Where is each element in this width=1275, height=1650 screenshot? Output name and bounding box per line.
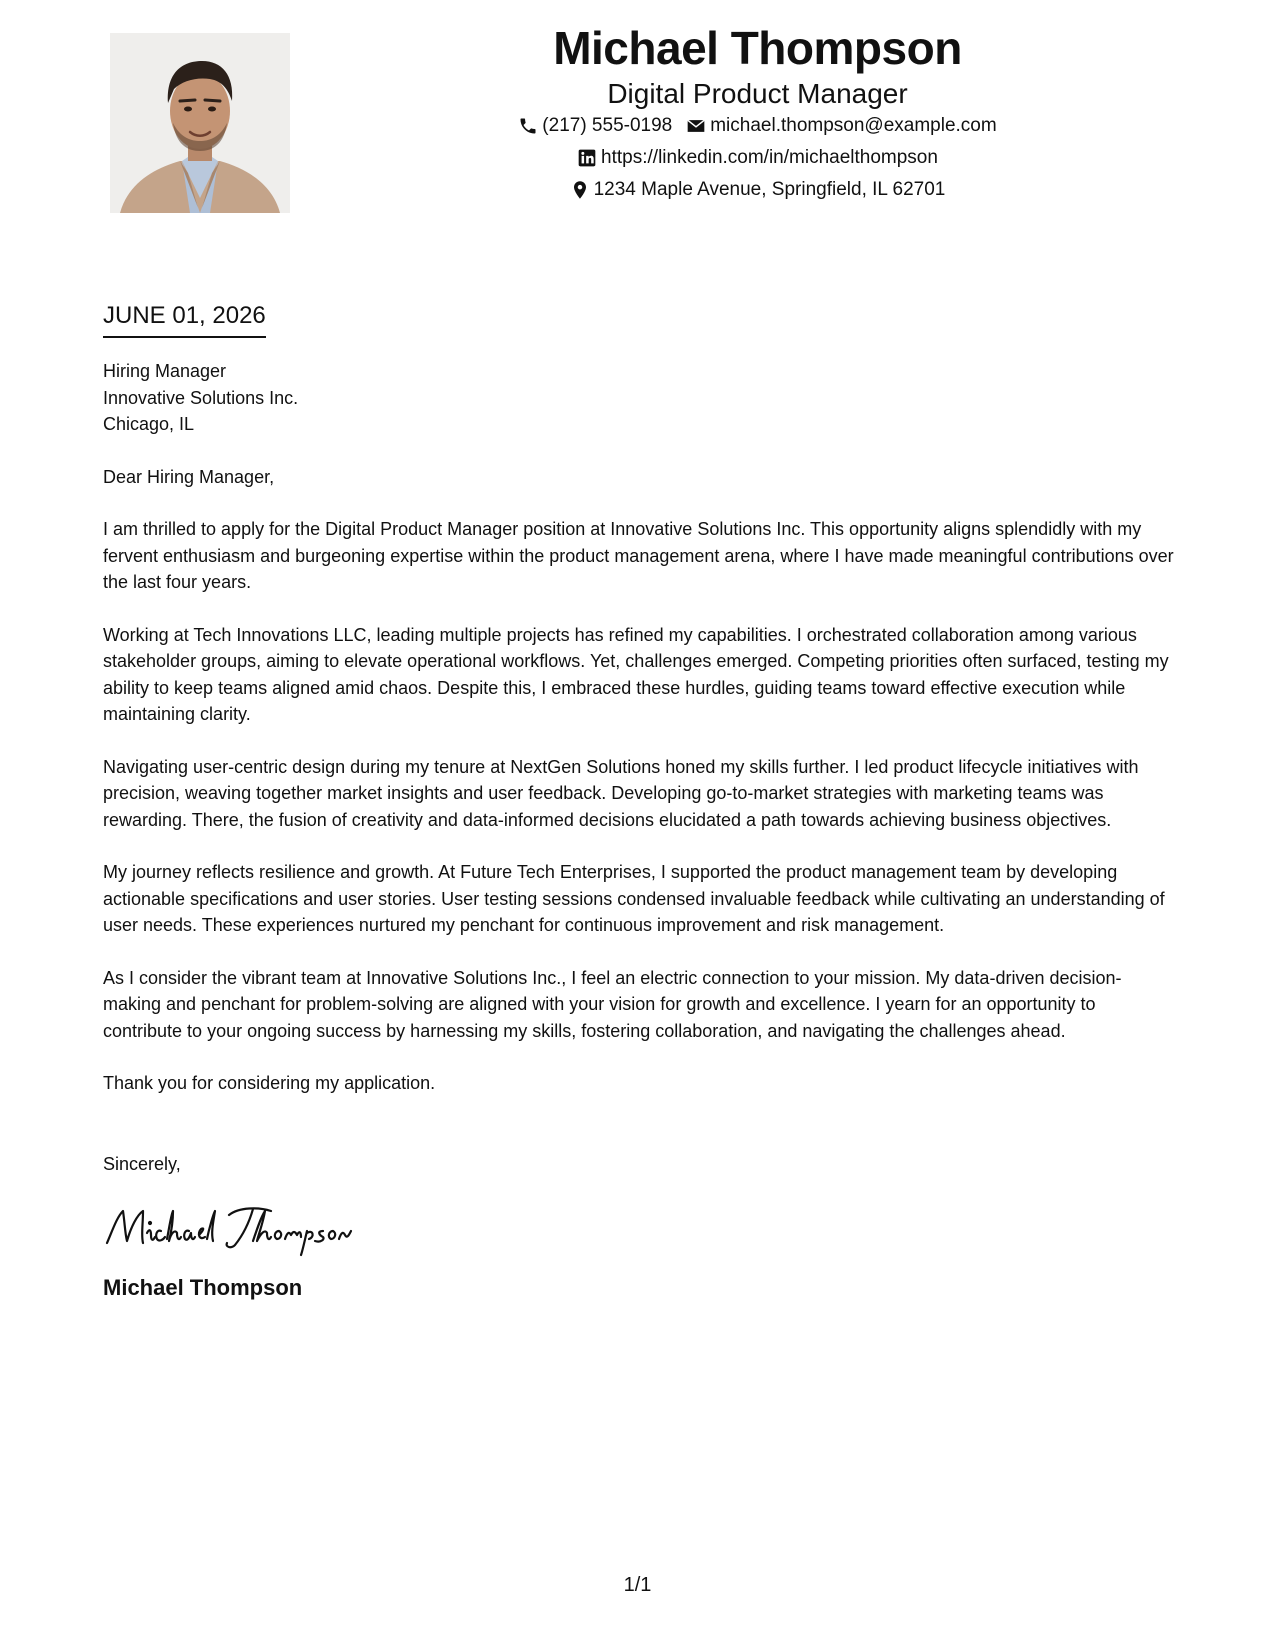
paragraph-4: My journey reflects resilience and growth. At Future Tech Enterprises, I supported the product management team by developing actionable specifications and user stories. User testing sessions condensed invaluable feedback while cultivating an understanding of user needs. These experiences nurtured my penchant for continuous improvement and risk management. <box>103 862 1165 935</box>
linkedin-text: https://linkedin.com/in/michaelthompson <box>601 147 938 168</box>
linkedin-icon <box>577 148 597 168</box>
handwritten-signature <box>103 1199 1178 1259</box>
contact-line-3 <box>265 174 1250 206</box>
paragraph-1: I am thrilled to apply for the Digital Product Manager position at Innovative Solutions Inc. This opportunity aligns splendidly with my fervent enthusiasm and burgeoning expertise within the product management arena, where I have made meaningful contributions over the last four years. <box>103 519 1174 592</box>
closing: Sincerely, <box>103 1153 181 1174</box>
map-pin-icon <box>570 180 590 200</box>
letter-date: JUNE 01, 2026 <box>103 300 266 338</box>
header <box>290 18 1275 206</box>
salutation: Dear Hiring Manager, <box>103 466 275 487</box>
contact-line-1 <box>265 110 1250 142</box>
letter-body <box>103 358 1178 1303</box>
email-contact[interactable] <box>686 110 996 142</box>
recipient-block <box>103 358 1178 438</box>
signature-image <box>103 1199 373 1259</box>
phone-contact[interactable] <box>518 110 672 142</box>
page-number: 1/1 <box>623 1574 652 1596</box>
envelope-icon <box>686 116 706 136</box>
paragraph-5: As I consider the vibrant team at Innovative Solutions Inc., I feel an electric connection to your mission. My data-driven decision-making and penchant for problem-solving are aligned with your vision for growth and excellence. I yearn for an opportunity to contribute to your ongoing success by harnessing my skills, fostering collaboration, and navigating the challenges ahead. <box>103 967 1122 1041</box>
applicant-name: Michael Thompson <box>553 22 962 74</box>
linkedin-contact[interactable] <box>577 142 938 174</box>
contact-line-2 <box>265 142 1250 174</box>
recipient-line-1: Hiring Manager <box>103 361 227 381</box>
phone-icon <box>518 116 538 136</box>
email-text: michael.thompson@example.com <box>710 115 997 136</box>
portrait-illustration <box>110 33 290 213</box>
address-text: 1234 Maple Avenue, Springfield, IL 62701 <box>593 179 946 200</box>
paragraph-6: Thank you for considering my application. <box>103 1073 436 1093</box>
recipient-line-2: Innovative Solutions Inc. <box>103 387 299 408</box>
address-contact <box>570 174 946 206</box>
profile-photo <box>110 33 290 213</box>
paragraph-2: Working at Tech Innovations LLC, leading multiple projects has refined my capabilities. I orchestrated collaboration among various stakeholder groups, aiming to elevate operational workflows. Yet, challenges emerged. Competing priorities often surfaced, testing my ability to keep teams aligned amid chaos. Despite this, I embraced these hurdles, guiding teams toward effective execution while maintaining clarity. <box>103 624 1169 724</box>
phone-text: (217) 555-0198 <box>542 115 673 136</box>
paragraph-3: Navigating user-centric design during my tenure at NextGen Solutions honed my skills further. I led product lifecycle initiatives with precision, weaving together market insights and user feedback. Developing go-to-market strategies with marketing teams was rewarding. There, the fusion of creativity and data-informed decisions elucidated a path towards achieving business objectives. <box>103 756 1139 830</box>
job-title: Digital Product Manager <box>607 78 908 109</box>
signer-name: Michael Thompson <box>103 1275 303 1300</box>
recipient-line-3: Chicago, IL <box>103 414 195 434</box>
